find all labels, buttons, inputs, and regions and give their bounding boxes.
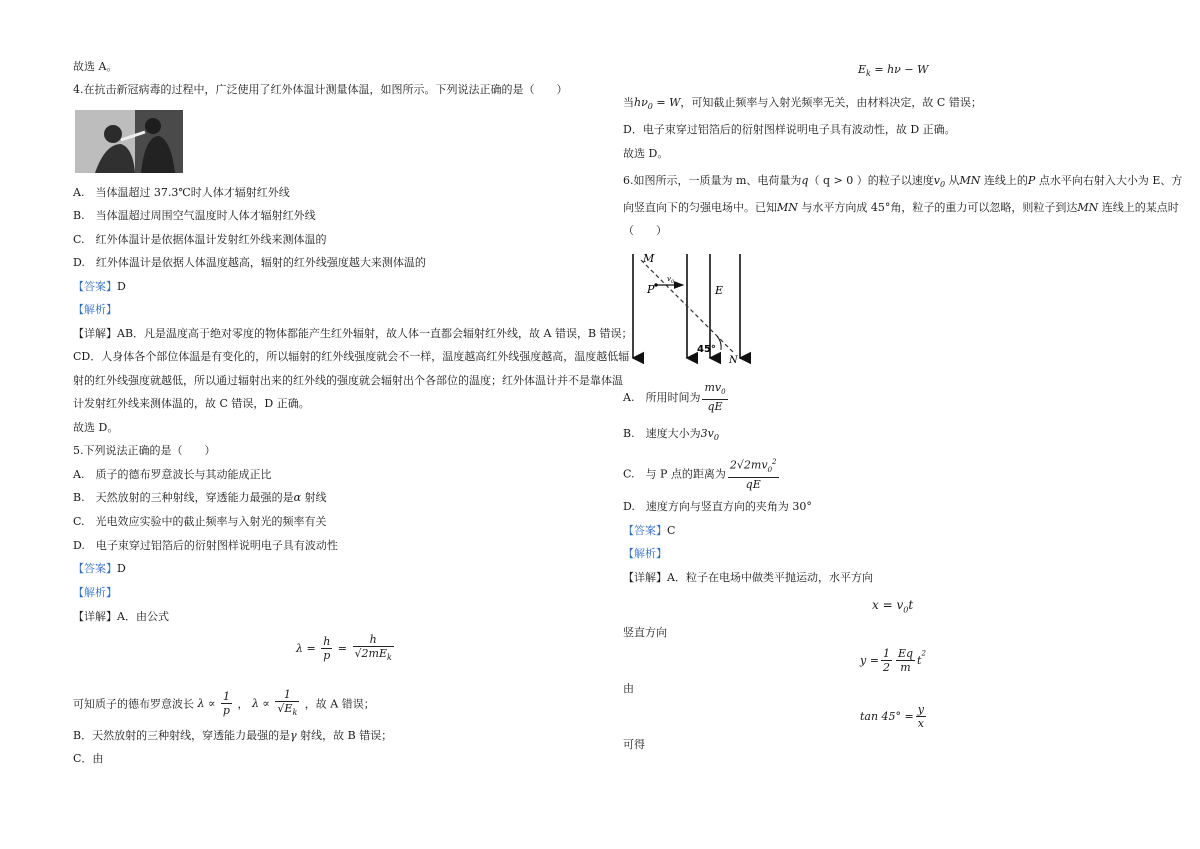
fraction-h-sqrt bbox=[353, 633, 394, 664]
q6-detail-1 bbox=[623, 571, 873, 585]
detail-tag: 【详解】 bbox=[73, 610, 117, 623]
sup: 2 bbox=[772, 458, 777, 466]
sub: 0 bbox=[903, 605, 909, 615]
sub-k: k bbox=[292, 708, 298, 718]
text: 向竖直向下的匀强电场中。已知 bbox=[623, 201, 777, 214]
q4-conclusion: 故选 D。 bbox=[73, 421, 119, 434]
q5-detail-c: C．由 bbox=[73, 752, 104, 765]
lambda-prop: λ ∝ bbox=[197, 697, 216, 711]
question-6-title-3: （ ） bbox=[623, 224, 667, 237]
q5-option-a: A. 质子的德布罗意波长与其动能成正比 bbox=[73, 468, 272, 481]
den: p bbox=[222, 704, 230, 718]
angle-arc bbox=[717, 336, 721, 350]
q5-option-c: C. 光电效应实验中的截止频率与入射光的频率有关 bbox=[73, 515, 327, 528]
sub: 0 bbox=[767, 465, 773, 474]
eq-lambda: λ = bbox=[296, 642, 316, 656]
num bbox=[728, 456, 779, 478]
answer-tag: 【答案】 bbox=[73, 562, 117, 575]
mn-line bbox=[641, 260, 735, 354]
text-line: 故选 A。 bbox=[73, 60, 118, 73]
q5-answer-line bbox=[73, 562, 126, 576]
mn: MN bbox=[1077, 201, 1099, 214]
q4-option-d: D. 红外体温计是依据人体温度越高，辐射的红外线强度越大来测体温的 bbox=[73, 256, 426, 269]
answer-tag: 【答案】 bbox=[623, 524, 667, 537]
sub: 0 bbox=[721, 388, 726, 397]
q4-option-c: C. 红外体温计是依据体温计发射红外线来测体温的 bbox=[73, 233, 327, 246]
r-line-3: 故选 D。 bbox=[623, 147, 669, 160]
text: 点水平向右射入大小为 E、方 bbox=[1035, 174, 1183, 187]
equation-photoelectric bbox=[858, 63, 928, 81]
sep: ， bbox=[237, 697, 249, 711]
eq-sign: = bbox=[337, 642, 347, 656]
t: t bbox=[908, 598, 914, 612]
detail-text: A．粒子在电场中做类平抛运动，水平方向 bbox=[667, 571, 873, 584]
sub: 0 bbox=[939, 180, 946, 190]
text: 可知质子的德布罗意波长 bbox=[73, 697, 194, 711]
fraction-1-p bbox=[221, 690, 232, 717]
num: 1 bbox=[221, 690, 232, 704]
text: B. 速度大小为 bbox=[623, 427, 701, 440]
y-eq: y = bbox=[860, 654, 879, 667]
x-eq: x = v bbox=[872, 598, 904, 612]
ek: E bbox=[284, 702, 293, 715]
lambda-prop-2: λ ∝ bbox=[251, 697, 270, 711]
label-p: P bbox=[647, 283, 655, 296]
den: $√E_k$ bbox=[277, 702, 298, 718]
den: qE bbox=[745, 477, 761, 491]
sub-k: k bbox=[386, 653, 392, 663]
answer-value: C bbox=[667, 524, 676, 537]
den: m bbox=[900, 661, 911, 674]
tan-eq: tan 45° = bbox=[860, 710, 914, 723]
electric-field-figure bbox=[623, 250, 763, 365]
point-p bbox=[654, 283, 658, 287]
num-text: 2√2mv bbox=[729, 458, 768, 472]
q4-answer-line bbox=[73, 280, 126, 294]
detail-text: A．由公式 bbox=[117, 610, 169, 623]
q5-option-b bbox=[73, 491, 327, 505]
text: C. 与 P 点的距离为 bbox=[623, 467, 726, 481]
fraction-distance bbox=[728, 456, 779, 491]
alpha-symbol: α bbox=[293, 491, 302, 504]
question-6-title-1 bbox=[623, 174, 1182, 192]
text: 的粒子以速度 bbox=[867, 174, 934, 187]
num: y bbox=[917, 703, 924, 716]
text: 从 bbox=[945, 174, 960, 187]
answer-value: D bbox=[117, 280, 126, 293]
eq: = W bbox=[652, 96, 681, 109]
q6-option-c bbox=[623, 456, 781, 491]
q4-option-a: A. 当体温超过 37.3℃时人体才辐射红外线 bbox=[73, 186, 290, 199]
label-e: E bbox=[715, 284, 724, 297]
q4-detail-2: CD．人身体各个部位体温是有变化的，所以辐射的红外线强度就会不一样，温度越高红外线强度越高，温度越低辐 bbox=[73, 350, 630, 363]
eq: hν bbox=[634, 96, 648, 109]
den: 2 bbox=[882, 661, 890, 674]
v: v bbox=[933, 174, 940, 187]
den: $√2mE_k$ bbox=[354, 647, 392, 663]
den: x bbox=[917, 717, 924, 730]
num: 1 bbox=[275, 688, 299, 702]
detail-tag: 【详解】 bbox=[623, 571, 667, 584]
num: h bbox=[323, 635, 331, 649]
r-line-2: D．电子束穿过铝箔后的衍射图样说明电子具有波动性，故 D 正确。 bbox=[623, 123, 956, 136]
q6-option-b bbox=[623, 427, 719, 445]
radicand-text: 2mE bbox=[361, 647, 387, 660]
equation-debroglie bbox=[296, 633, 396, 664]
num: 1 bbox=[882, 647, 890, 660]
label-angle: 45° bbox=[697, 344, 716, 355]
mn: MN bbox=[777, 201, 798, 214]
q5-detail-b bbox=[73, 729, 392, 743]
question-6-title-2 bbox=[623, 201, 1179, 215]
text: 当 bbox=[623, 96, 634, 109]
q6-option-d: D. 速度方向与竖直方向的夹角为 30° bbox=[623, 500, 812, 513]
fraction-eq-m bbox=[896, 647, 915, 674]
radicand bbox=[284, 701, 298, 718]
sub: 0 bbox=[670, 279, 675, 285]
analysis-tag: 【解析】 bbox=[623, 547, 667, 560]
label-m: M bbox=[643, 252, 655, 265]
answer-tag: 【答案】 bbox=[73, 280, 117, 293]
text: ，故 A 错误； bbox=[304, 697, 375, 711]
q4-detail-3: 射的红外线强度就越低，所以通过辐射出来的红外线的强度就会辐射出个各部位的温度；红外体温计并不是靠体温 bbox=[73, 374, 623, 387]
sub: 0 bbox=[713, 433, 719, 443]
photo-figures bbox=[75, 110, 183, 173]
fraction-h-p bbox=[321, 635, 332, 662]
label-v0 bbox=[667, 275, 675, 285]
q4-detail-1 bbox=[73, 327, 633, 341]
v: v bbox=[667, 275, 671, 283]
t: t bbox=[917, 654, 922, 667]
q5-option-d: D. 电子束穿过铝箔后的衍射图样说明电子具有波动性 bbox=[73, 539, 338, 552]
num bbox=[702, 381, 727, 400]
thermometer-photo bbox=[75, 110, 183, 173]
den: qE bbox=[707, 400, 723, 414]
r-line-1 bbox=[623, 96, 982, 114]
fraction-mv0-qe bbox=[702, 381, 727, 413]
label-n: N bbox=[729, 355, 738, 365]
text: 连线上的 bbox=[980, 174, 1028, 187]
mv: mv bbox=[704, 381, 722, 394]
den: p bbox=[323, 649, 331, 663]
num: h bbox=[353, 633, 394, 647]
detail-tag: 【详解】 bbox=[73, 327, 117, 340]
question-5-title: 5.下列说法正确的是（ ） bbox=[73, 444, 216, 457]
vertical-direction-label: 竖直方向 bbox=[623, 626, 667, 639]
fraction-half bbox=[881, 647, 892, 674]
radicand bbox=[361, 646, 392, 663]
analysis-tag: 【解析】 bbox=[73, 303, 117, 316]
text: ，可知截止频率与入射光频率无关，由材料决定，故 C 错误； bbox=[680, 96, 982, 109]
text: B．天然放射的三种射线，穿透能力最强的是 bbox=[73, 729, 291, 742]
text: A. 所用时间为 bbox=[623, 391, 701, 405]
q4-option-b: B. 当体温超过周围空气温度时人体才辐射红外线 bbox=[73, 209, 316, 222]
q6-answer-line bbox=[623, 524, 675, 538]
text: 6.如图所示，一质量为 m、电荷量为 bbox=[623, 174, 802, 187]
mn: MN bbox=[959, 174, 981, 187]
text: B. 天然放射的三种射线，穿透能力最强的是 bbox=[73, 491, 294, 504]
num: Eq bbox=[897, 647, 914, 660]
question-4-title: 4.在抗击新冠病毒的过程中，广泛使用了红外体温计测量体温，如图所示。下列说法正确的是（ ） bbox=[73, 83, 568, 96]
equation-tan bbox=[860, 703, 928, 730]
ek: E bbox=[858, 63, 867, 76]
detail-text: AB．凡是温度高于绝对零度的物体都能产生红外辐射，故人体一直都会辐射红外线，故 A 错误，B 错误； bbox=[117, 327, 633, 340]
q: q bbox=[801, 174, 809, 187]
analysis-tag: 【解析】 bbox=[73, 586, 117, 599]
kede-label: 可得 bbox=[623, 738, 645, 751]
equation-x bbox=[872, 598, 913, 617]
sub-k: k bbox=[866, 69, 871, 79]
q5-proportional-line bbox=[73, 688, 375, 719]
q5-detail-a bbox=[73, 610, 169, 624]
val: 3v bbox=[700, 427, 714, 440]
fraction-y-x bbox=[916, 703, 926, 730]
gamma-symbol: γ bbox=[290, 729, 297, 742]
text: 连线上的某点时 bbox=[1098, 201, 1179, 214]
text: 射线，故 B 错误； bbox=[296, 729, 393, 742]
answer-value: D bbox=[117, 562, 126, 575]
rest: = hν − W bbox=[870, 63, 929, 76]
equation-y bbox=[860, 647, 926, 674]
cond: （ q > 0 ） bbox=[808, 174, 868, 187]
text: 射线 bbox=[301, 491, 327, 504]
text: 与水平方向成 45°角，粒子的重力可以忽略，则粒子到达 bbox=[797, 201, 1078, 214]
q6-option-a bbox=[623, 381, 730, 413]
you-label: 由 bbox=[623, 682, 634, 695]
sub: 0 bbox=[647, 102, 653, 112]
sup: 2 bbox=[921, 649, 926, 658]
p: P bbox=[1027, 174, 1036, 187]
fraction-1-sqrt-ek bbox=[275, 688, 299, 719]
q4-detail-4: 计发射红外线来测体温的，故 C 错误，D 正确。 bbox=[73, 397, 310, 410]
